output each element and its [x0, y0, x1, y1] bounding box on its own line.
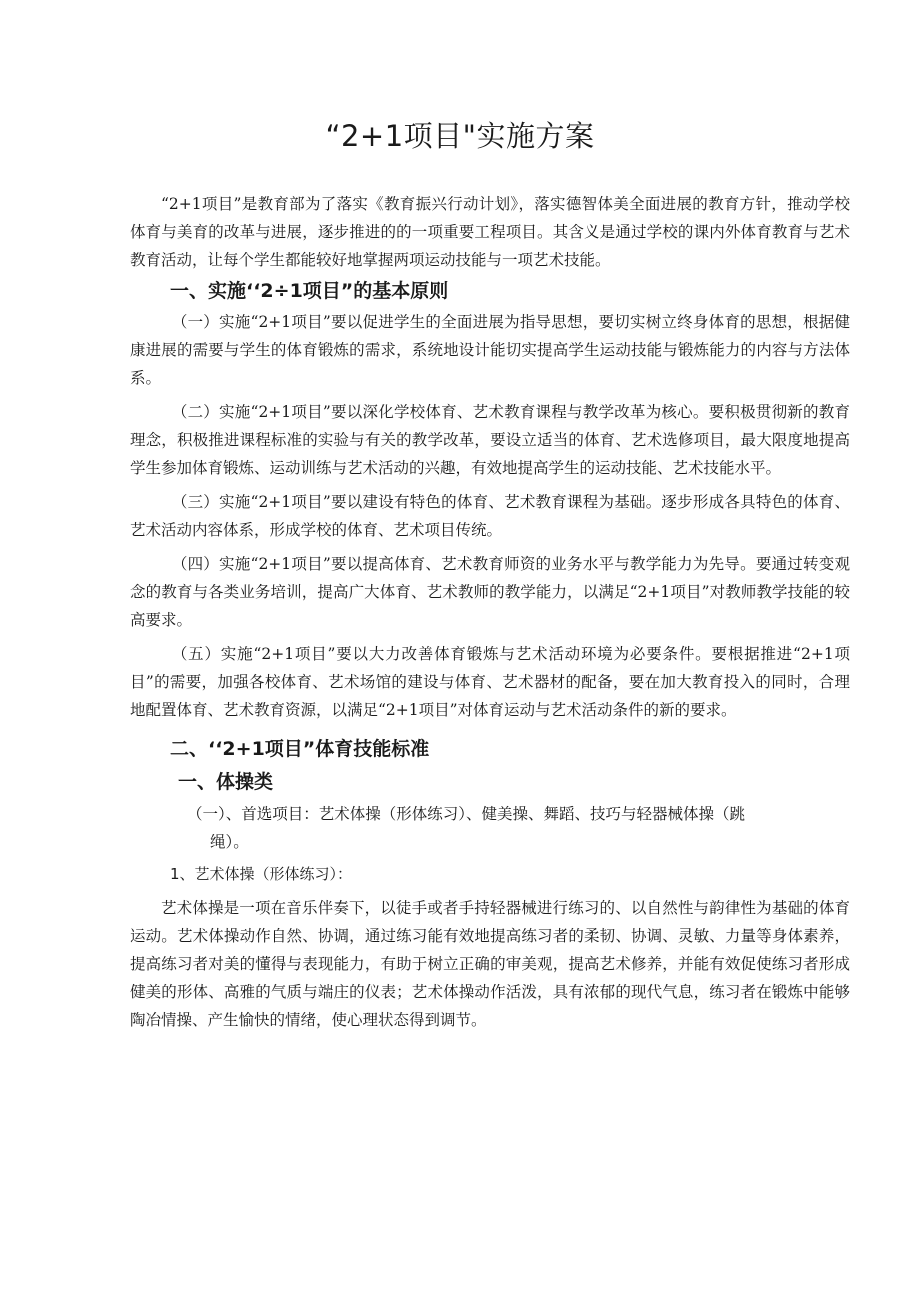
document-title: “2+1项目"实施方案: [325, 119, 595, 153]
first-choice-items: [130, 800, 850, 856]
principle-paragraph-4: （四）实施“2+1项目”要以提高体育、艺术教育师资的业务水平与教学能力为先导。要通过转变观念的教育与各类业务培训，提高广大体育、艺术教师的教学能力，以满足“2+1项目”对教师教学技能的较高要求。: [130, 555, 850, 629]
principle-paragraph-1: （一）实施“2+1项目”要以促进学生的全面进展为指导思想，要切实树立终身体育的思想，根据健康进展的需要与学生的体育锻炼的需求，系统地设计能切实提高学生运动技能与锻炼能力的内容与方法体系。: [130, 313, 850, 387]
art-gymnastics-paragraph: 艺术体操是一项在音乐伴奏下，以徒手或者手持轻器械进行练习的、以自然性与韵律性为基础的体育运动。艺术体操动作自然、协调，通过练习能有效地提高练习者的柔韧、协调、灵敏、力量等身体素养，提高练习者对美的懂得与表现能力，有助于树立正确的审美观，提高艺术修养，并能有效促使练习者形成健美的形体、高雅的气质与端庄的仪表；艺术体操动作活泼，具有浓郁的现代气息，练习者在锻炼中能够陶冶情操、产生愉快的情绪，使心理状态得到调节。: [130, 899, 850, 1029]
first-choice-line-2: 绳）。: [210, 833, 249, 851]
document-body: [130, 190, 850, 1034]
first-choice-line-1: （一）、首选项目：艺术体操（形体练习）、健美操、舞蹈、技巧与轻器械体操（跳: [187, 805, 746, 823]
item-label-art-gymnastics: 1、艺术体操（形体练习）：: [170, 865, 353, 883]
section-heading-standards: 二、‘‘2+1项目”体育技能标准: [170, 738, 430, 760]
principle-paragraph-5: （五）实施“2+1项目”要以大力改善体育锻炼与艺术活动环境为必要条件。要根据推进“2+1项目”的需要，加强各校体育、艺术场馆的建设与体育、艺术器材的配备，要在加大教育投入的同时，合理地配置体育、艺术教育资源，以满足“2+1项目”对体育运动与艺术活动条件的新的要求。: [130, 645, 850, 719]
principle-paragraph-2: （二）实施“2+1项目”要以深化学校体育、艺术教育课程与教学改革为核心。要积极贯彻新的教育理念，积极推进课程标准的实验与有关的教学改革，要设立适当的体育、艺术选修项目，最大限度地提高学生参加体育锻炼、运动训练与艺术活动的兴趣，有效地提高学生的运动技能、艺术技能水平。: [130, 403, 850, 477]
intro-paragraph: “2+1项目”是教育部为了落实《教育振兴行动计划》，落实德智体美全面进展的教育方针，推动学校体育与美育的改革与进展，逐步推进的的一项重要工程项目。其含义是通过学校的课内外体育教育与艺术教育活动，让每个学生都能较好地掌握两项运动技能与一项艺术技能。: [130, 195, 850, 269]
section-heading-principles: 一、实施‘‘2÷1项目”的基本原则: [170, 280, 449, 302]
principle-paragraph-3: （三）实施“2+1项目”要以建设有特色的体育、艺术教育课程为基础。逐步形成各具特色的体育、艺术活动内容体系，形成学校的体育、艺术项目传统。: [130, 493, 850, 539]
sub-heading-gymnastics: 一、体操类: [178, 771, 274, 793]
